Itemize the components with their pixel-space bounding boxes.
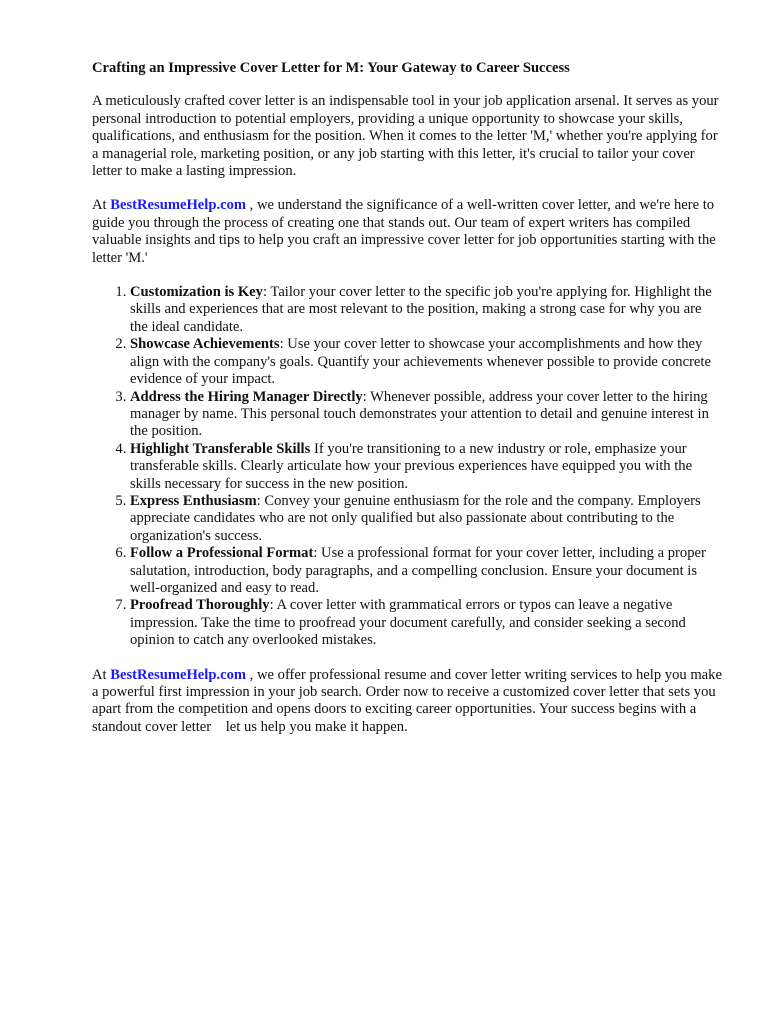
list-item — [130, 441, 722, 493]
list-item: 3. Address the Hiring Manager Directly: Whenever possible, address your cover letter to the hiring manager by name. This personal touch demonstrates your attention to detail and genuine interest in the position. — [130, 389, 722, 441]
tips-list — [92, 284, 722, 650]
closing-paragraph — [92, 666, 726, 737]
closing-prefix: At — [92, 666, 111, 683]
tip-body: Whenever possible, address your cover letter to the hiring manager by name. This personal touch demonstrates your attention to detail and genuine interest in the position. — [130, 388, 709, 440]
tip-heading: Customization is Key — [130, 284, 263, 301]
tip-heading: Express Enthusiasm — [130, 492, 257, 509]
list-item: 6. Follow a Professional Format: Use a professional format for your cover letter, including a proper salutation, introduction, body paragraphs, and a compelling conclusion. Ensure your document is well-organized and easy to read. — [130, 545, 722, 597]
about-text: , we understand the significance of a well-written cover letter, and we're here to guide you through the process of creating one that stands out. Our team of expert writers has compiled valuable insights and tips to help you craft an impressive cover letter for job opportunities starting with the letter 'M.' — [92, 197, 716, 266]
intro-paragraph: A meticulously crafted cover letter is an indispensable tool in your job application arsenal. It serves as your personal introduction to potential employers, providing a unique opportunity to showcase your skills, qualifications, and enthusiasm for the position. When it comes to the letter 'M,' whether you're applying for a managerial role, marketing position, or any job starting with this letter, it's crucial to tailor your cover letter to make a lasting impression. — [92, 93, 719, 180]
bestresumehelp-link[interactable]: BestResumeHelp.com — [110, 666, 247, 683]
tip-body: Use a professional format for your cover letter, including a proper salutation, introduction, body paragraphs, and a compelling conclusion. Ensure your document is well-organized and easy to read. — [130, 545, 706, 596]
document-title: Crafting an Impressive Cover Letter for M: Your Gateway to Career Success — [92, 60, 570, 76]
list-item: 2. Showcase Achievements: Use your cover letter to showcase your accomplishments and how they align with the company's goals. Quantify your achievements whenever possible to provide concrete evidence of your impact. — [130, 336, 722, 388]
about-paragraph — [92, 197, 722, 267]
list-item: 1. Customization is Key: Tailor your cover letter to the specific job you're applying for. Highlight the skills and experiences that are most relevant to the position, making a strong case for why you are the ideal candidate. — [130, 284, 722, 336]
tip-body: Convey your genuine enthusiasm for the role and the company. Employers appreciate candidates who are not only qualified but also passionate about contributing to the organization's success. — [130, 492, 701, 544]
tip-body: If you're transitioning to a new industry or role, emphasize your transferable skills. Clearly articulate how your previous experiences have equipped you with the skills necessary for success in the new position. — [130, 440, 693, 492]
tip-heading: Follow a Professional Format — [130, 545, 314, 562]
tip-body: A cover letter with grammatical errors or typos can leave a negative impression. Take the time to proofread your document carefully, and consider seeking a second opinion to catch any overlooked mistakes. — [130, 597, 686, 649]
tip-heading: Highlight Transferable Skills — [130, 440, 311, 457]
closing-text: , we offer professional resume and cover letter writing services to help you make a powerful first impression in your job search. Order now to receive a customized cover letter that sets you apart from the competition and opens doors to exciting career opportunities. Your success begins with a standout cover letter let us help you make it happen. — [92, 666, 726, 735]
tip-heading: Showcase Achievements — [130, 336, 280, 353]
list-item: 5. Express Enthusiasm: Convey your genuine enthusiasm for the role and the company. Employers appreciate candidates who are not only qualified but also passionate about contributing to the organization's success. — [130, 493, 722, 545]
document-page — [92, 60, 726, 753]
tip-body: Use your cover letter to showcase your accomplishments and how they align with the company's goals. Quantify your achievements whenever possible to provide concrete evidence of your impact. — [130, 336, 711, 388]
about-prefix: At — [92, 197, 111, 214]
tip-heading: Address the Hiring Manager Directly — [130, 388, 363, 405]
tip-heading: Proofread Thoroughly — [130, 597, 270, 614]
bestresumehelp-link[interactable]: BestResumeHelp.com — [110, 197, 247, 214]
tip-body: Tailor your cover letter to the specific job you're applying for. Highlight the skills and experiences that are most relevant to the position, making a strong case for why you are the ideal candidate. — [130, 284, 712, 335]
list-item: 7. Proofread Thoroughly: A cover letter with grammatical errors or typos can leave a negative impression. Take the time to proofread your document carefully, and consider seeking a second opinion to catch any overlooked mistakes. — [130, 597, 722, 649]
